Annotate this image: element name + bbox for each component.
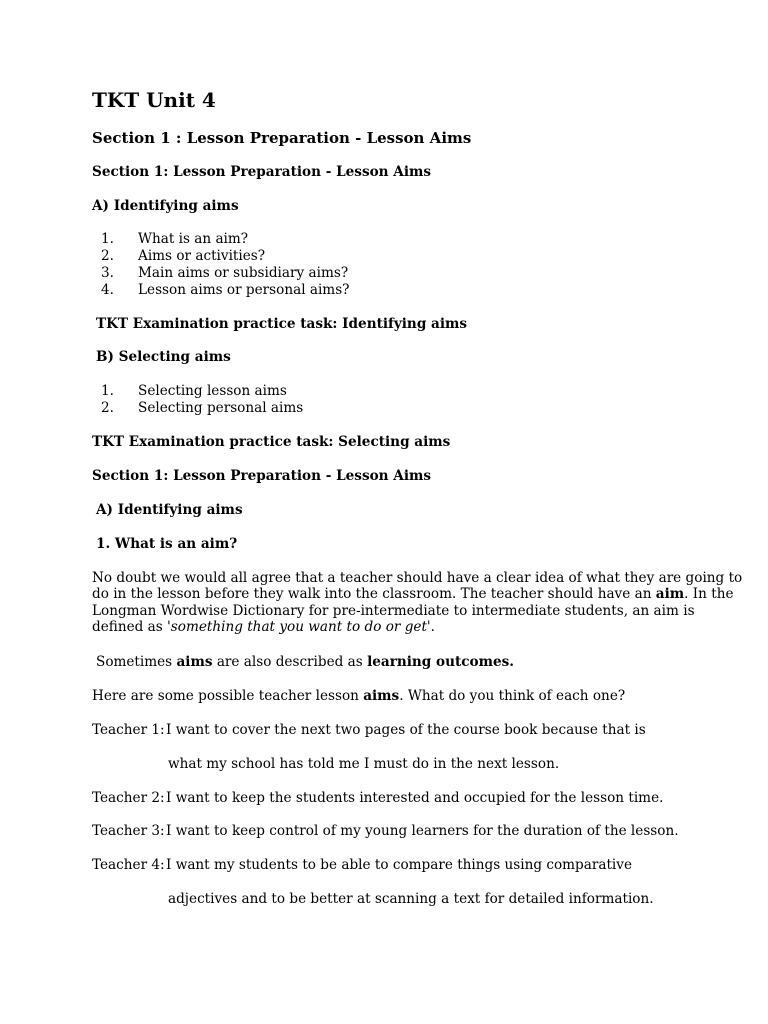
teacher-aims-intro: Here are some possible teacher lesson aims. What do you think of each one? bbox=[92, 688, 626, 704]
practice-task-a: TKT Examination practice task: Identifying aims bbox=[96, 316, 468, 332]
section-heading: Section 1 : Lesson Preparation - Lesson Aims bbox=[92, 129, 472, 147]
teacher-4-aim: Teacher 4:I want my students to be able to compare things using comparative bbox=[92, 857, 633, 873]
body-heading: Section 1: Lesson Preparation - Lesson Aims bbox=[92, 468, 432, 484]
list-item: 2. Aims or activities? bbox=[101, 248, 266, 264]
toc-heading: Section 1: Lesson Preparation - Lesson Aims bbox=[92, 164, 432, 180]
toc-part-b: B) Selecting aims bbox=[96, 349, 231, 365]
list-item: 4. Lesson aims or personal aims? bbox=[101, 282, 350, 298]
teacher-3-aim: Teacher 3:I want to keep control of my young learners for the duration of the lesson. bbox=[92, 823, 679, 839]
teacher-2-aim: Teacher 2:I want to keep the students interested and occupied for the lesson time. bbox=[92, 790, 664, 806]
list-item: 1. What is an aim? bbox=[101, 231, 249, 247]
body-part-a: A) Identifying aims bbox=[96, 502, 243, 518]
list-item: 1. Selecting lesson aims bbox=[101, 383, 287, 399]
intro-paragraph: No doubt we would all agree that a teacher should have a clear idea of what they are going to do in the lesson before they walk into the classroom. The teacher should have an aim. In the Longman Wordwise Dictionary for pre-intermediate to intermediate students, an aim is defined as 'something that you want to do or get'. bbox=[92, 570, 743, 635]
teacher-1-aim-continued: what my school has told me I must do in the next lesson. bbox=[168, 756, 560, 772]
question-heading: 1. What is an aim? bbox=[96, 536, 238, 552]
teacher-1-aim: Teacher 1:I want to cover the next two pages of the course book because that is bbox=[92, 722, 646, 738]
practice-task-b: TKT Examination practice task: Selecting aims bbox=[92, 434, 451, 450]
list-item: 3. Main aims or subsidiary aims? bbox=[101, 265, 349, 281]
learning-outcomes-paragraph: Sometimes aims are also described as learning outcomes. bbox=[96, 654, 515, 670]
toc-part-a: A) Identifying aims bbox=[92, 198, 239, 214]
document-title: TKT Unit 4 bbox=[92, 88, 216, 112]
list-item: 2. Selecting personal aims bbox=[101, 400, 304, 416]
teacher-4-aim-continued: adjectives and to be better at scanning a text for detailed information. bbox=[168, 891, 654, 907]
